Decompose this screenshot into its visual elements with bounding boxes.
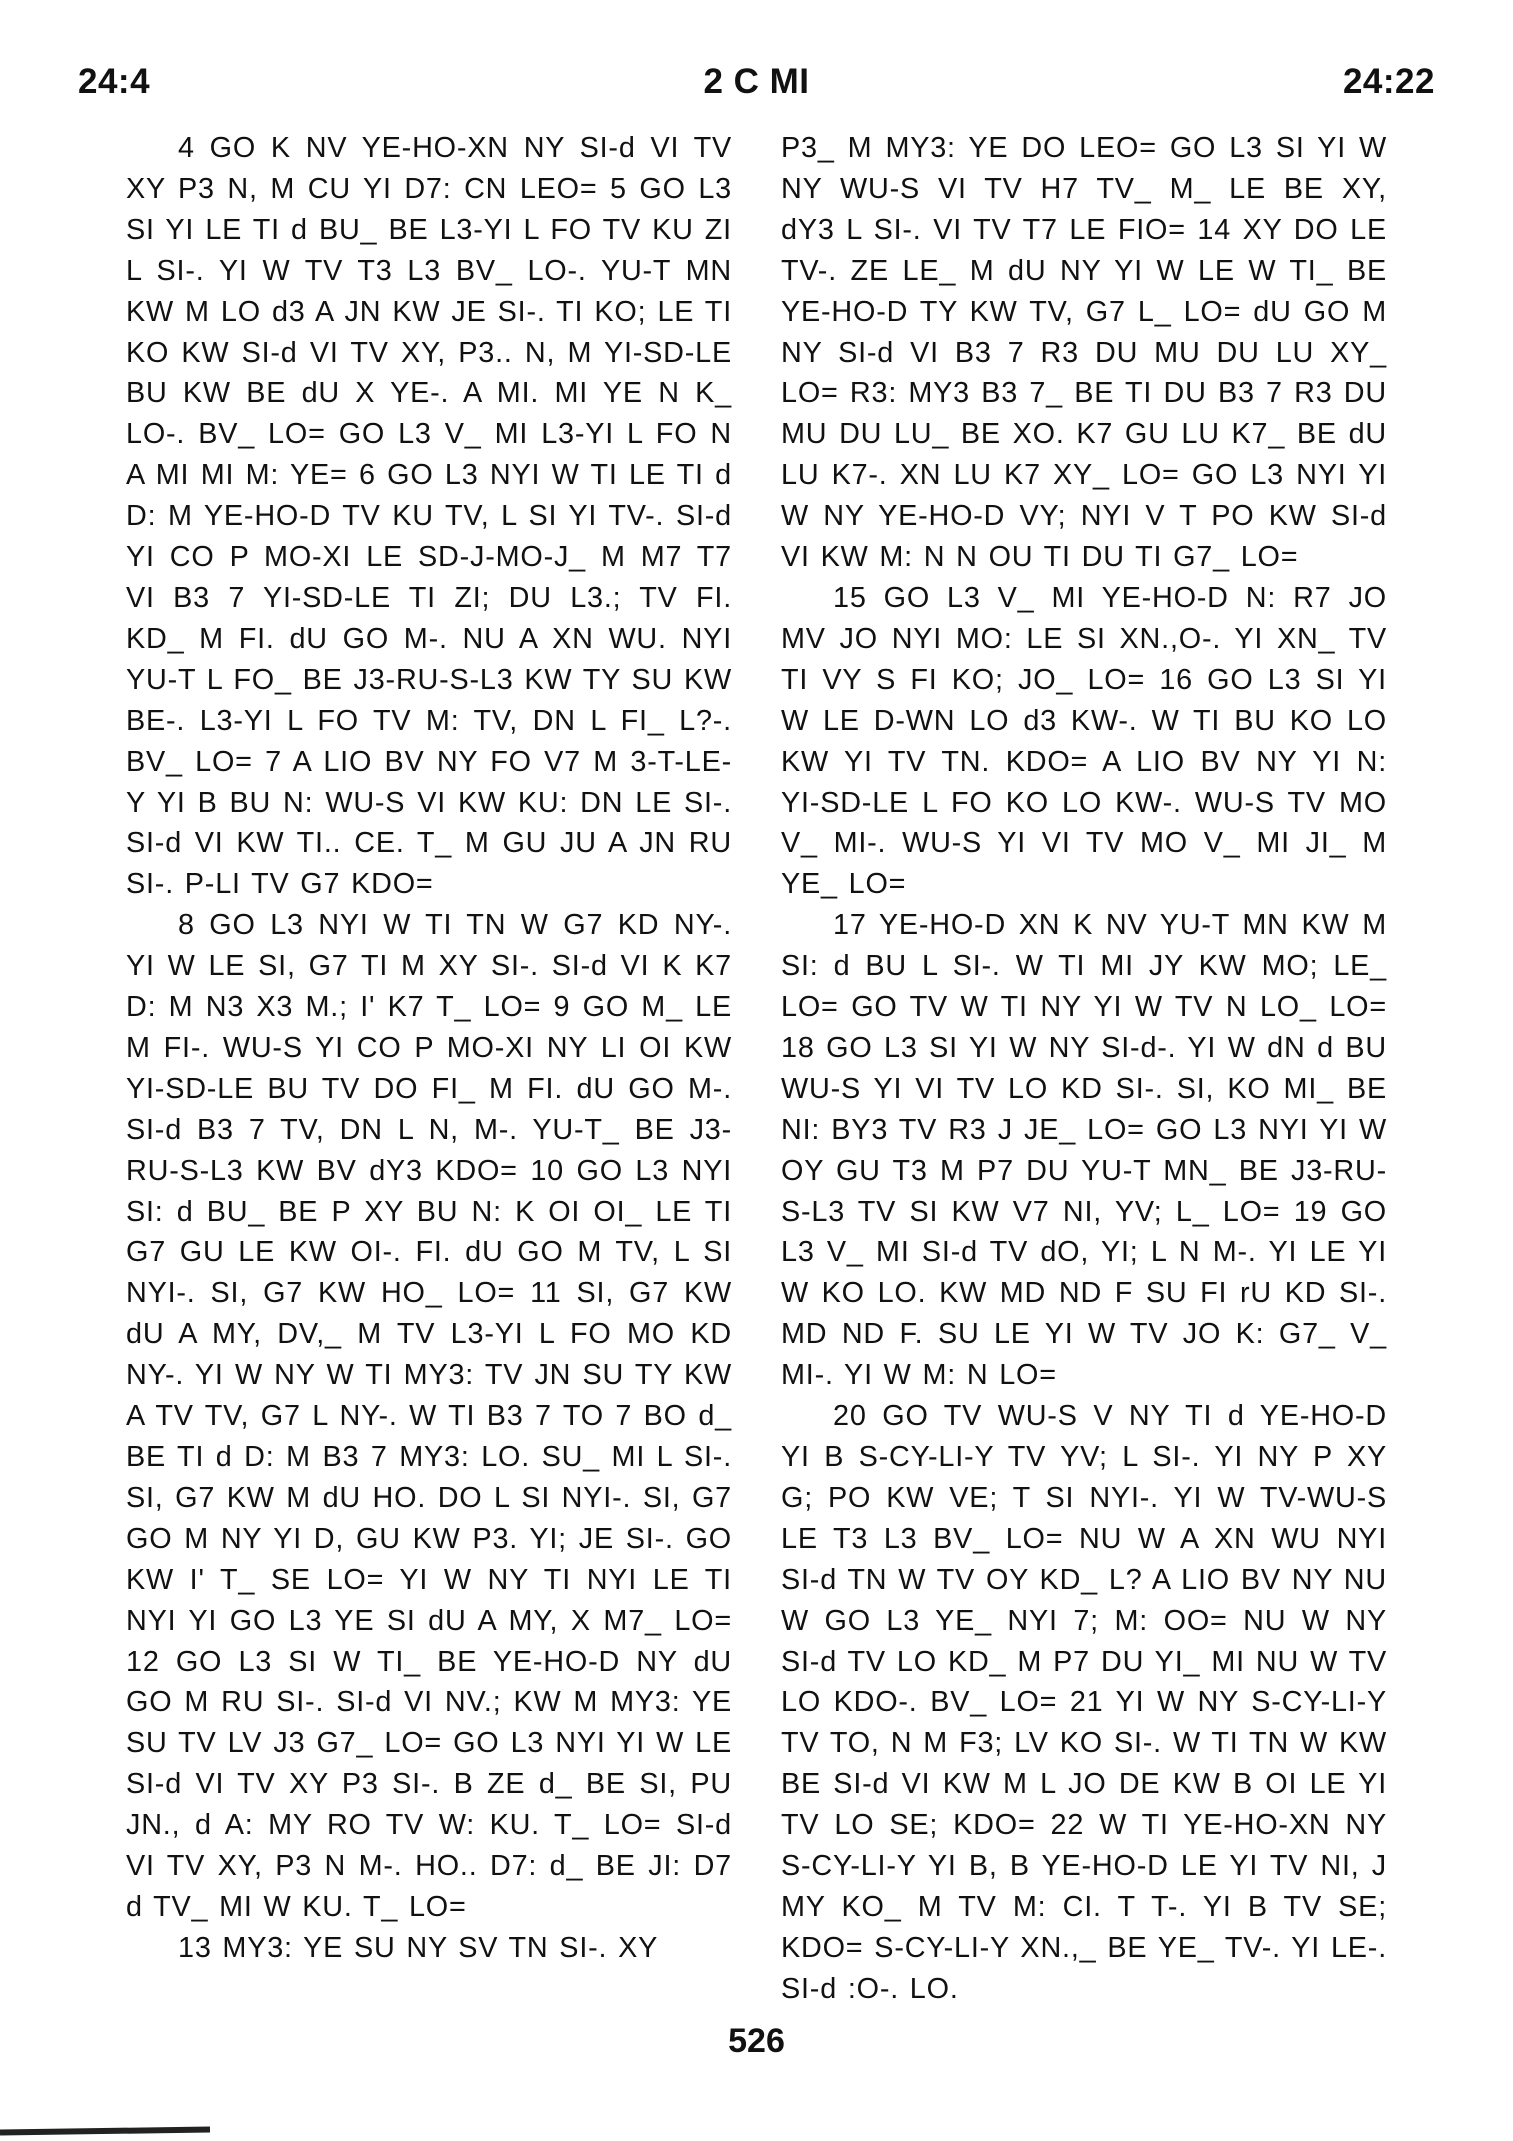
left-text-column — [126, 128, 732, 1969]
paragraph: 15 GO L3 V_ MI YE-HO-D N: R7 JO MV JO NYI MO: LE SI XN.,O-. YI XN_ TV TI VY S FI KO; JO_ LO= 16 GO L3 SI YI W LE D-WN LO d3 KW-. W TI BU KO LO KW YI TV TN. KDO= A LIO BV NY YI N: YI-SD-LE L FO KO LO KW-. WU-S TV MO V_ MI-. WU-S YI VI TV MO V_ MI JI_ M YE_ LO= — [781, 581, 1387, 901]
scan-edge-shadow — [0, 2127, 210, 2136]
header-left-reference: 24:4 — [78, 62, 151, 101]
paragraph: 4 GO K NV YE-HO-XN NY SI-d VI TV XY P3 N, M CU YI D7: CN LEO= 5 GO L3 SI YI LE TI d BU_ BE L3-YI L FO TV KU ZI L SI-. YI W TV T3 L3 BV_ LO-. YU-T MN KW M LO d3 A JN KW JE SI-. TI KO; LE TI KO KW SI-d VI TV XY, P3.. N, M YI-SD-LE BU KW BE dU X YE-. A MI. MI YE N K_ LO-. BV_ LO= GO L3 V_ MI L3-YI L FO N A MI MI M: YE= 6 GO L3 NYI W TI LE TI d D: M YE-HO-D TV KU TV, L SI YI TV-. SI-d YI CO P MO-XI LE SD-J-MO-J_ M M7 T7 VI B3 7 YI-SD-LE TI ZI; DU L3.; TV FI. KD_ M FI. dU GO M-. NU A XN WU. NYI YU-T L FO_ BE J3-RU-S-L3 KW TY SU KW BE-. L3-YI L FO TV M: TV, DN L FI_ L?-. BV_ LO= 7 A LIO BV NY FO V7 M 3-T-LE-Y YI B BU N: WU-S VI KW KU: DN LE SI-. SI-d VI KW TI.. CE. T_ M GU JU A JN RU SI-. P-LI TV G7 KDO= — [126, 132, 732, 901]
header-right-reference: 24:22 — [1342, 62, 1435, 101]
right-text-column — [781, 128, 1387, 2010]
page-number: 526 — [728, 2022, 785, 2060]
paragraph: P3_ M MY3: YE DO LEO= GO L3 SI YI W NY WU-S VI TV H7 TV_ M_ LE BE XY, dY3 L SI-. VI TV T7 LE FIO= 14 XY DO LE TV-. ZE LE_ M dU NY YI W LE W TI_ BE YE-HO-D TY KW TV, G7 L_ LO= dU GO M NY SI-d VI B3 7 R3 DU MU DU LU XY_ LO= R3: MY3 B3 7_ BE TI DU B3 7 R3 DU MU DU LU_ BE XO. K7 GU LU K7_ BE dU LU K7-. XN LU K7 XY_ LO= GO L3 NYI YI W NY YE-HO-D VY; NYI V T PO KW SI-d VI KW M: N N OU TI DU TI G7_ LO= — [781, 132, 1387, 574]
paragraph: 8 GO L3 NYI W TI TN W G7 KD NY-. YI W LE SI, G7 TI M XY SI-. SI-d VI K K7 D: M N3 X3 M.; I' K7 T_ LO= 9 GO M_ LE M FI-. WU-S YI CO P MO-XI NY LI OI KW YI-SD-LE BU TV DO FI_ M FI. dU GO M-. SI-d B3 7 TV, DN L N, M-. YU-T_ BE J3-RU-S-L3 KW BV dY3 KDO= 10 GO L3 NYI SI: d BU_ BE P XY BU N: K OI OI_ LE TI G7 GU LE KW OI-. FI. dU GO M TV, L SI NYI-. SI, G7 KW HO_ LO= 11 SI, G7 KW dU A MY, DV,_ M TV L3-YI L FO MO KD NY-. YI W NY W TI MY3: TV JN SU TY KW A TV TV, G7 L NY-. W TI B3 7 TO 7 BO d_ BE TI d D: M B3 7 MY3: LO. SU_ MI L SI-. SI, G7 KW M dU HO. DO L SI NYI-. SI, G7 GO M NY YI D, GU KW P3. YI; JE SI-. GO KW I' T_ SE LO= YI W NY TI NYI LE TI NYI YI GO L3 YE SI dU A MY, X M7_ LO= 12 GO L3 SI W TI_ BE YE-HO-D NY dU GO M RU SI-. SI-d VI NV.; KW M MY3: YE SU TV LV J3 G7_ LO= GO L3 NYI YI W LE SI-d VI TV XY P3 SI-. B ZE d_ BE SI, PU JN., d A: MY RO TV W: KU. T_ LO= SI-d VI TV XY, P3 N M-. HO.. D7: d_ BE JI: D7 d TV_ MI W KU. T_ LO= — [126, 909, 732, 1923]
header-book-title: 2 C MI — [703, 62, 810, 101]
paragraph: 13 MY3: YE SU NY SV TN SI-. XY — [178, 1931, 659, 1964]
running-header — [78, 62, 1435, 112]
paragraph: 20 GO TV WU-S V NY TI d YE-HO-D YI B S-CY-LI-Y TV YV; L SI-. YI NY P XY G; PO KW VE; T SI NYI-. YI W TV-WU-S LE T3 L3 BV_ LO= NU W A XN WU NYI SI-d TN W TV OY KD_ L? A LIO BV NY NU W GO L3 YE_ NYI 7; M: OO= NU W NY SI-d TV LO KD_ M P7 DU YI_ MI NU W TV LO KDO-. BV_ LO= 21 YI W NY S-CY-LI-Y TV TO, N M F3; LV KO SI-. W TI TN W KW BE SI-d VI KW M L JO DE KW B OI LE YI TV LO SE; KDO= 22 W TI YE-HO-XN NY S-CY-LI-Y YI B, B YE-HO-D LE YI TV NI, J MY KO_ M TV M: CI. T T-. YI B TV SE; KDO= S-CY-LI-Y XN.,_ BE YE_ TV-. YI LE-. SI-d :O-. LO. — [781, 1400, 1387, 2005]
paragraph: 17 YE-HO-D XN K NV YU-T MN KW M SI: d BU L SI-. W TI MI JY KW MO; LE_ LO= GO TV W TI NY YI W TV N LO_ LO= 18 GO L3 SI YI W NY SI-d-. YI W dN d BU WU-S YI VI TV LO KD SI-. SI, KO MI_ BE NI: BY3 TV R3 J JE_ LO= GO L3 NYI YI W OY GU T3 M P7 DU YU-T MN_ BE J3-RU-S-L3 TV SI KW V7 NI, YV; L_ LO= 19 GO L3 V_ MI SI-d TV dO, YI; L N M-. YI LE YI W KO LO. KW MD ND F SU FI rU KD SI-. MD ND F. SU LE YI W TV JO K: G7_ V_ MI-. YI W M: N LO= — [781, 909, 1387, 1392]
